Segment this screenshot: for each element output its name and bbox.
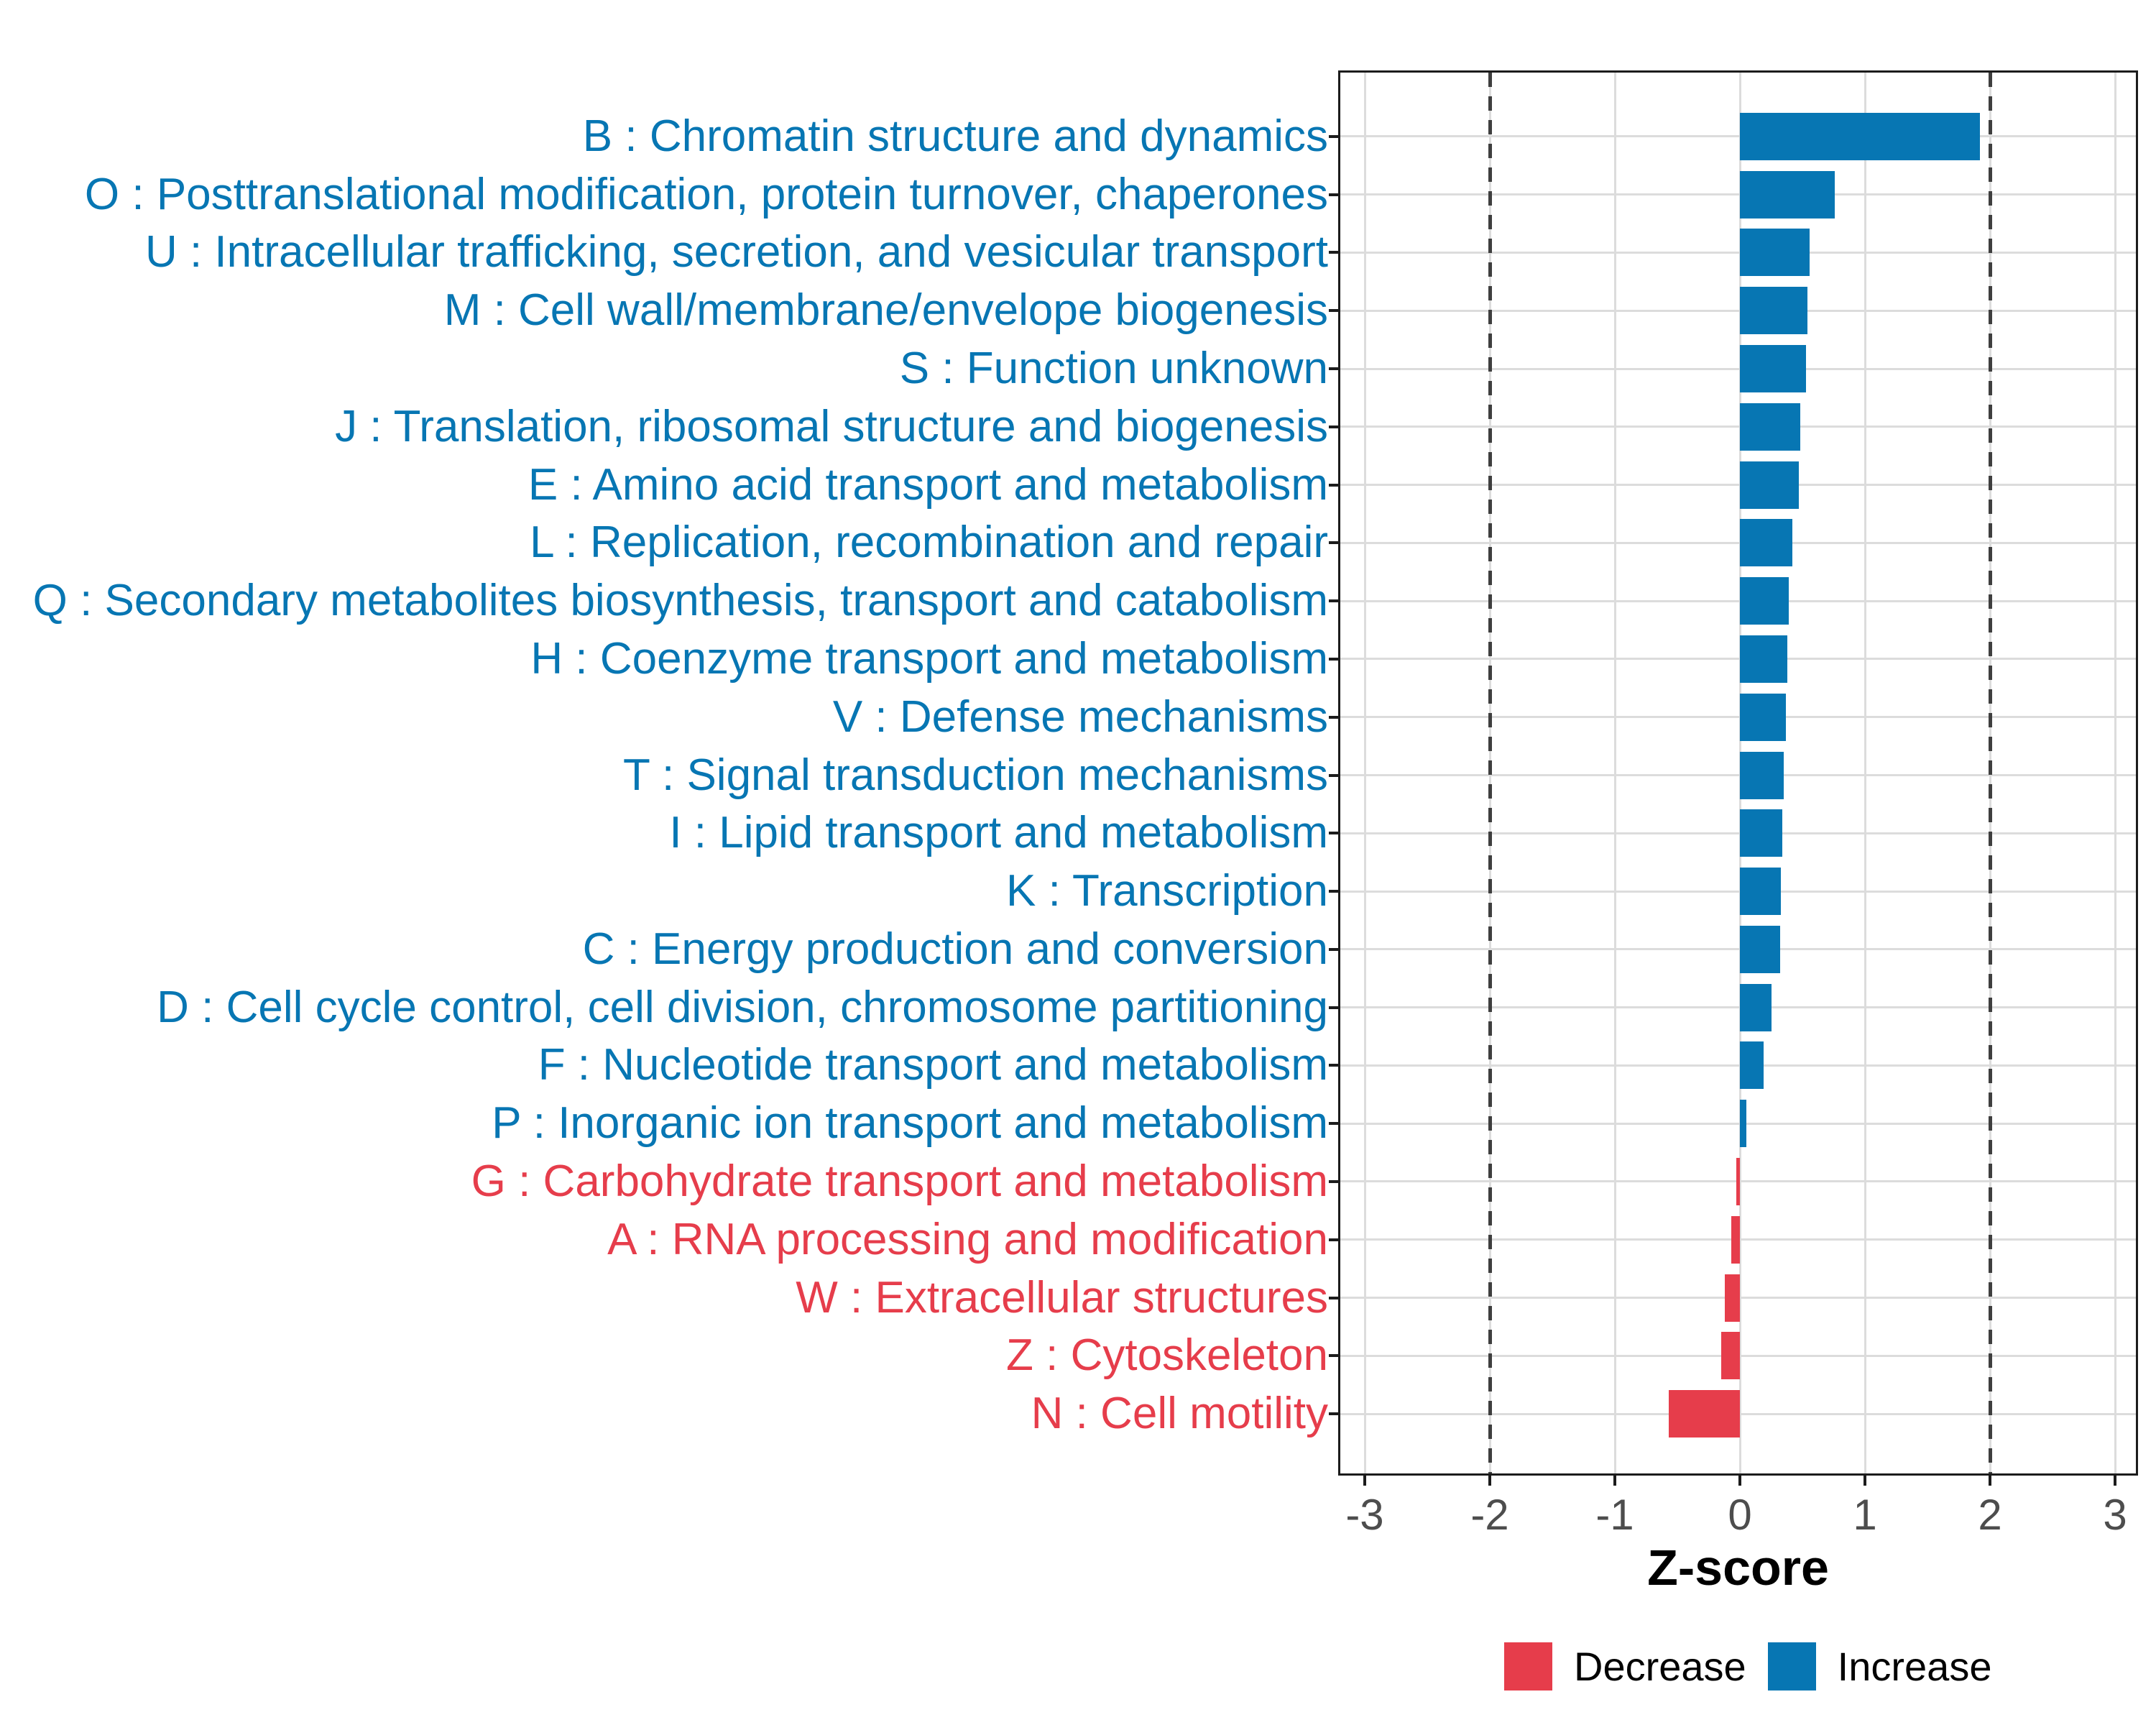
category-label: P : Inorganic ion transport and metabolism [492, 1098, 1328, 1149]
y-axis-tick [1329, 716, 1338, 719]
gridline-horizontal [1340, 891, 2136, 893]
y-axis-tick [1329, 1064, 1338, 1067]
legend-label-decrease: Decrease [1574, 1644, 1746, 1689]
gridline-horizontal [1340, 1006, 2136, 1008]
y-axis-tick [1329, 1180, 1338, 1183]
bar-V [1740, 694, 1786, 741]
x-axis-tick [1738, 1476, 1741, 1486]
legend [1504, 1642, 1991, 1690]
gridline-horizontal [1340, 716, 2136, 718]
category-label: G : Carbohydrate transport and metabolism [471, 1156, 1328, 1206]
legend-swatch-increase-icon [1768, 1642, 1816, 1690]
legend-swatch-decrease-icon [1504, 1642, 1552, 1690]
y-axis-tick [1329, 309, 1338, 312]
category-label: A : RNA processing and modification [607, 1214, 1328, 1264]
gridline-vertical [1614, 73, 1616, 1473]
category-label: B : Chromatin structure and dynamics [582, 111, 1328, 161]
bar-O [1740, 171, 1835, 218]
category-label: F : Nucleotide transport and metabolism [538, 1040, 1328, 1090]
gridline-horizontal [1340, 600, 2136, 602]
legend-label-increase: Increase [1837, 1644, 1992, 1689]
bar-J [1740, 403, 1800, 451]
gridline-horizontal [1340, 368, 2136, 370]
plot-panel [1338, 70, 2138, 1476]
x-axis-tick [1864, 1476, 1866, 1486]
category-label: O : Posttranslational modification, protein turnover, chaperones [84, 169, 1328, 219]
category-label: V : Defense mechanisms [832, 691, 1328, 742]
y-axis-tick [1329, 1297, 1338, 1300]
x-tick-label: 0 [1728, 1491, 1752, 1539]
gridline-horizontal [1340, 542, 2136, 544]
bar-M [1740, 287, 1807, 334]
y-axis-tick [1329, 599, 1338, 602]
bar-S [1740, 345, 1806, 392]
bar-I [1740, 809, 1782, 857]
x-tick-label: -2 [1470, 1491, 1509, 1539]
y-axis-tick [1329, 135, 1338, 138]
y-axis-tick [1329, 832, 1338, 834]
gridline-vertical [2114, 73, 2116, 1473]
x-axis-title: Z-score [1647, 1540, 1829, 1596]
x-tick-label: 2 [1978, 1491, 2002, 1539]
category-label: L : Replication, recombination and repair [530, 518, 1328, 568]
y-axis-tick [1329, 484, 1338, 487]
category-label: T : Signal transduction mechanisms [623, 750, 1328, 800]
y-axis-tick [1329, 251, 1338, 254]
y-axis-tick [1329, 774, 1338, 777]
bar-D [1740, 984, 1772, 1031]
bar-B [1740, 113, 1980, 160]
y-axis-tick [1329, 1006, 1338, 1009]
y-axis-tick [1329, 1354, 1338, 1357]
category-label: I : Lipid transport and metabolism [669, 808, 1328, 858]
gridline-horizontal [1340, 193, 2136, 196]
y-axis-tick [1329, 426, 1338, 428]
bar-E [1740, 461, 1799, 509]
gridline-vertical [1364, 73, 1366, 1473]
dashed-reference-line [1989, 73, 1992, 1473]
y-axis-tick [1329, 948, 1338, 951]
bar-W [1725, 1274, 1740, 1322]
x-axis-tick [1363, 1476, 1366, 1486]
x-axis-tick [1613, 1476, 1616, 1486]
y-axis-tick [1329, 1412, 1338, 1415]
y-axis-tick [1329, 367, 1338, 370]
bar-T [1740, 752, 1784, 799]
category-label: Q : Secondary metabolites biosynthesis, transport and catabolism [32, 576, 1328, 626]
x-axis-tick [2114, 1476, 2116, 1486]
x-tick-label: 3 [2103, 1491, 2127, 1539]
gridline-horizontal [1340, 252, 2136, 254]
category-label: Z : Cytoskeleton [1006, 1330, 1328, 1381]
category-label: H : Coenzyme transport and metabolism [530, 633, 1328, 684]
y-axis-tick [1329, 890, 1338, 893]
gridline-horizontal [1340, 1064, 2136, 1067]
y-axis-tick [1329, 193, 1338, 196]
gridline-horizontal [1340, 774, 2136, 776]
bar-U [1740, 229, 1810, 276]
category-label: K : Transcription [1006, 866, 1328, 916]
y-axis-tick [1329, 658, 1338, 661]
bar-H [1740, 635, 1787, 683]
gridline-horizontal [1340, 658, 2136, 660]
bar-Q [1740, 577, 1789, 625]
y-axis-tick [1329, 1238, 1338, 1241]
y-axis-tick [1329, 541, 1338, 544]
legend-item-increase [1768, 1642, 1992, 1690]
category-label: C : Energy production and conversion [582, 924, 1328, 974]
x-axis-tick [1488, 1476, 1491, 1486]
gridline-horizontal [1340, 135, 2136, 137]
legend-item-decrease [1504, 1642, 1746, 1690]
category-label: W : Extracellular structures [796, 1272, 1328, 1322]
gridline-horizontal [1340, 1123, 2136, 1125]
gridline-horizontal [1340, 426, 2136, 428]
bar-F [1740, 1041, 1764, 1089]
x-tick-label: -3 [1345, 1491, 1384, 1539]
bar-A [1731, 1216, 1740, 1264]
category-label: E : Amino acid transport and metabolism [528, 459, 1328, 510]
bar-L [1740, 519, 1792, 566]
gridline-horizontal [1340, 310, 2136, 312]
gridline-horizontal [1340, 484, 2136, 486]
dashed-reference-line [1488, 73, 1492, 1473]
x-tick-label: -1 [1595, 1491, 1634, 1539]
y-axis-tick [1329, 1122, 1338, 1125]
category-label: N : Cell motility [1031, 1389, 1328, 1439]
category-label: D : Cell cycle control, cell division, chromosome partitioning [157, 982, 1328, 1032]
bar-G [1736, 1158, 1740, 1205]
category-label: S : Function unknown [899, 344, 1328, 393]
bar-C [1740, 926, 1780, 973]
bar-K [1740, 868, 1781, 915]
category-label: M : Cell wall/membrane/envelope biogenesis [443, 285, 1328, 336]
bar-P [1740, 1100, 1746, 1147]
x-tick-label: 1 [1853, 1491, 1877, 1539]
gridline-horizontal [1340, 832, 2136, 834]
bar-Z [1721, 1332, 1740, 1379]
gridline-horizontal [1340, 948, 2136, 950]
x-axis-tick [1989, 1476, 1991, 1486]
bar-N [1669, 1390, 1740, 1438]
category-label: U : Intracellular trafficking, secretion, and vesicular transport [144, 227, 1328, 277]
category-label: J : Translation, ribosomal structure and biogenesis [335, 401, 1328, 451]
gridline-vertical [1864, 73, 1866, 1473]
